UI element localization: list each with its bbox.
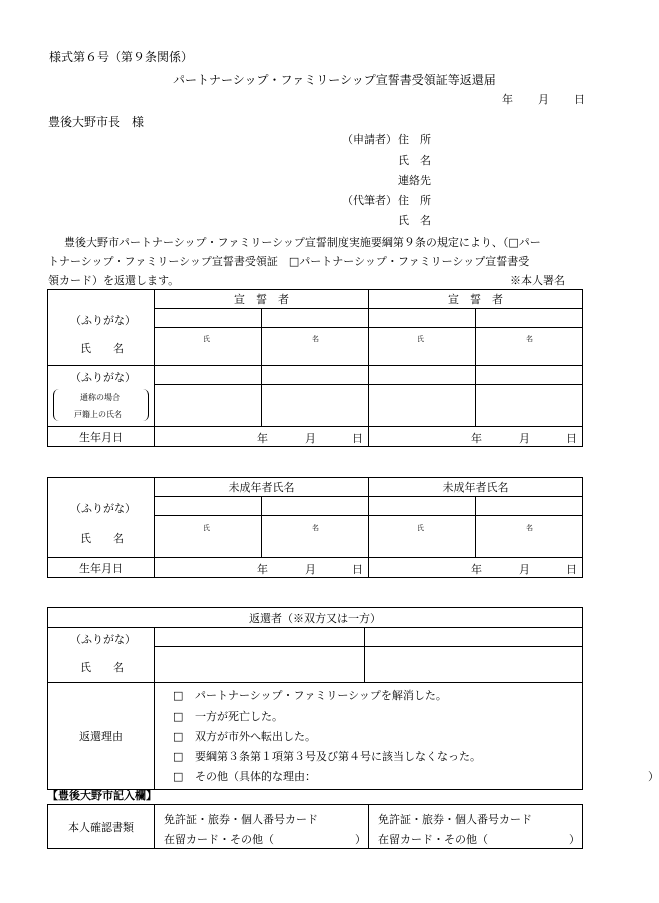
minor-header-2: 未成年者氏名 [369, 478, 583, 497]
declarant-header-2: 宣 誓 者 [369, 290, 583, 309]
applicant-name-label: 氏 名 [398, 154, 431, 167]
reason-options [155, 683, 659, 790]
alias-furigana-2[interactable] [369, 366, 476, 385]
minor-mei-2[interactable]: 名 [476, 516, 583, 558]
minor-header-1: 未成年者氏名 [155, 478, 369, 497]
city-section-label: 【豊後大野市記入欄】 [47, 789, 157, 802]
proxy-label: （代筆者） [342, 194, 397, 207]
minor-furigana-mei-2[interactable] [476, 497, 583, 516]
signature-note: ※本人署名 [510, 274, 565, 287]
reason-option-2[interactable]: □ 一方が死亡した。 [173, 710, 283, 723]
birthdate-label: 生年月日 [48, 427, 155, 447]
applicant-contact-label: 連絡先 [398, 174, 431, 187]
mei-field-1[interactable]: 名 [262, 328, 369, 366]
name-label-cell: （ふりがな） 氏 名 [48, 290, 155, 366]
mei-field-2[interactable]: 名 [476, 328, 583, 366]
checkbox-icon: □ [173, 710, 184, 723]
body-line-1: 豊後大野市パートナーシップ・ファミリーシップ宣誓制度実施要綱第９条の規定により、（□パー [64, 236, 541, 249]
reason-option-5[interactable]: □ その他（具体的な理由： [173, 770, 316, 783]
addressee: 豊後大野市長 様 [48, 115, 145, 129]
returner-name-2[interactable] [365, 647, 583, 683]
minor-furigana-sei-1[interactable] [155, 497, 262, 516]
id-docs-option-2[interactable]: 免許証・旅券・個人番号カード 在留カード・その他（ ） [369, 805, 583, 849]
furigana-sei-1[interactable] [155, 309, 262, 328]
alias-label-cell: （ふりがな） 通称の場合 戸籍上の氏名 [48, 366, 155, 427]
minor-furigana-mei-1[interactable] [262, 497, 369, 516]
birthdate-field-1[interactable]: 年 月 日 [155, 427, 369, 447]
id-docs-option-1[interactable]: 免許証・旅券・個人番号カード 在留カード・その他（ ） [155, 805, 369, 849]
minor-sei-2[interactable]: 氏 [369, 516, 476, 558]
date-day: 日 [574, 93, 585, 106]
returner-name-1[interactable] [155, 647, 365, 683]
furigana-sei-2[interactable] [369, 309, 476, 328]
minor-name-label-cell: （ふりがな） 氏 名 [48, 478, 155, 558]
date-month: 月 [538, 93, 549, 106]
form-title: パートナーシップ・ファミリーシップ宣誓書受領証等返還届 [173, 73, 496, 87]
returner-furigana-1[interactable] [155, 628, 365, 647]
alias-furigana-1[interactable] [155, 366, 262, 385]
minor-table [47, 477, 583, 578]
minor-birthdate-label: 生年月日 [48, 558, 155, 578]
returner-table [47, 607, 659, 790]
checkbox-icon: □ [173, 689, 184, 702]
declarant-table [47, 289, 583, 447]
checkbox-icon: □ [173, 730, 184, 743]
alias-sei-1[interactable] [155, 385, 262, 427]
reason-option-4[interactable]: □ 要綱第３条第１項第３号及び第４号に該当しなくなった。 [173, 750, 481, 763]
date-year: 年 [502, 93, 513, 106]
returner-name-label-cell: （ふりがな） 氏 名 [48, 628, 155, 683]
furigana-mei-2[interactable] [476, 309, 583, 328]
proxy-name-label: 氏 名 [398, 214, 431, 227]
other-close-paren: ） [648, 770, 659, 783]
alias-mei-2[interactable] [476, 385, 583, 427]
minor-sei-1[interactable]: 氏 [155, 516, 262, 558]
returner-header: 返還者（※双方又は一方） [48, 608, 583, 628]
applicant-label: （申請者） [342, 133, 397, 146]
minor-birthdate-field-1[interactable]: 年 月 日 [155, 558, 369, 578]
id-docs-label: 本人確認書類 [48, 805, 155, 849]
proxy-address-label: 住 所 [398, 194, 431, 207]
body-line-2: トナーシップ・ファミリーシップ宣誓書受領証 □パートナーシップ・ファミリーシップ宣誓書受 [48, 255, 530, 268]
reason-option-3[interactable]: □ 双方が市外へ転出した。 [173, 730, 316, 743]
reason-option-1[interactable]: □ パートナーシップ・ファミリーシップを解消した。 [173, 689, 447, 702]
minor-mei-1[interactable]: 名 [262, 516, 369, 558]
sei-field-1[interactable]: 氏 [155, 328, 262, 366]
form-number: 様式第６号（第９条関係） [49, 50, 194, 64]
declarant-header-1: 宣 誓 者 [155, 290, 369, 309]
sei-field-2[interactable]: 氏 [369, 328, 476, 366]
city-table [47, 804, 583, 849]
returner-furigana-2[interactable] [365, 628, 583, 647]
minor-furigana-sei-2[interactable] [369, 497, 476, 516]
applicant-address-label: 住 所 [398, 133, 431, 146]
checkbox-icon: □ [173, 750, 184, 763]
minor-birthdate-field-2[interactable]: 年 月 日 [369, 558, 583, 578]
alias-sei-2[interactable] [369, 385, 476, 427]
alias-furigana-1b[interactable] [262, 366, 369, 385]
birthdate-field-2[interactable]: 年 月 日 [369, 427, 583, 447]
alias-mei-1[interactable] [262, 385, 369, 427]
checkbox-icon: □ [173, 770, 184, 783]
alias-furigana-2b[interactable] [476, 366, 583, 385]
body-line-3: 領カード）を返還します。 [48, 274, 180, 287]
furigana-mei-1[interactable] [262, 309, 369, 328]
reason-label: 返還理由 [48, 683, 155, 790]
